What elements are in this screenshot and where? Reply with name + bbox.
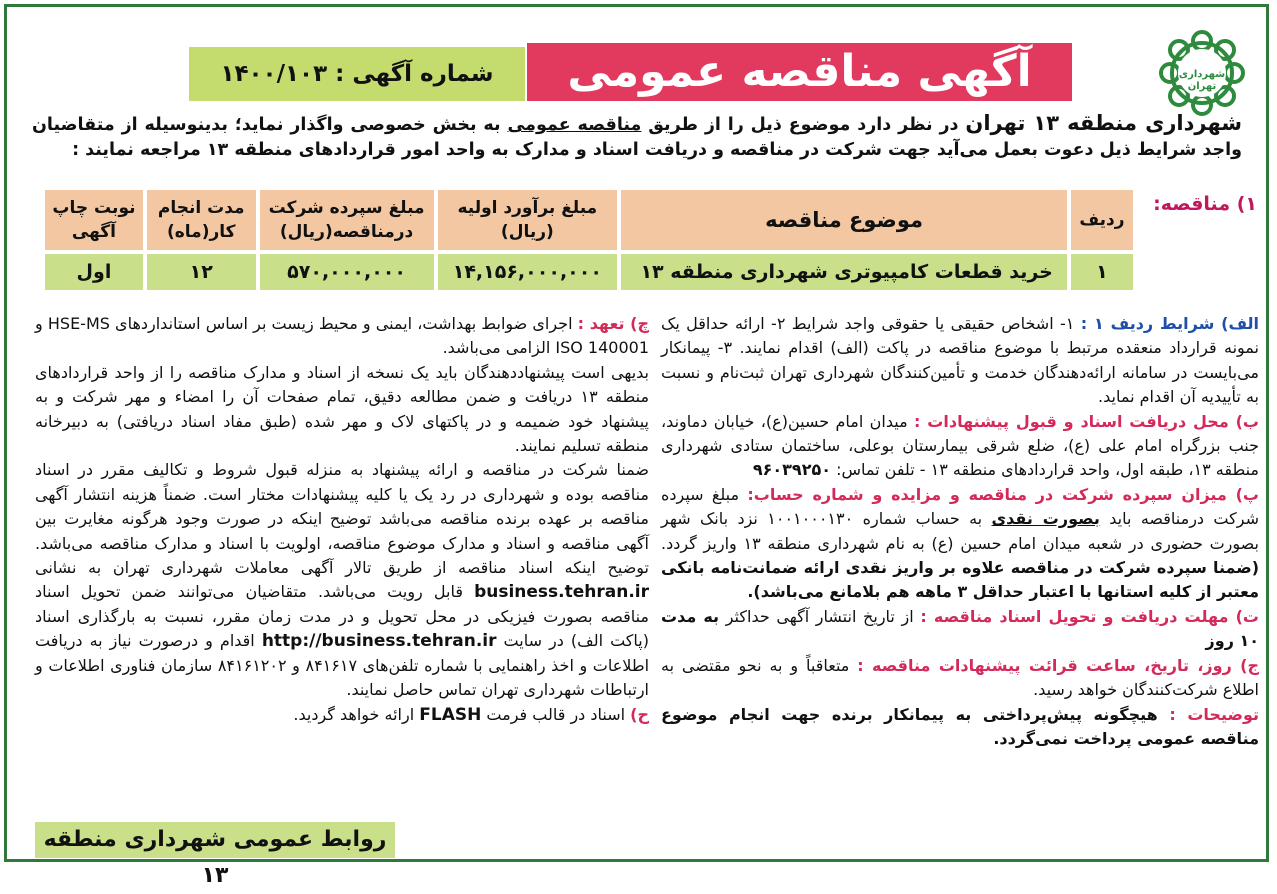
footer-underline: [35, 859, 395, 862]
table-header-row: [45, 190, 1133, 250]
left-column: [35, 312, 649, 727]
notice-page: [4, 4, 1269, 888]
flash-format: FLASH: [419, 704, 482, 725]
header-subject: موضوع مناقصه: [621, 190, 1067, 250]
clause-che: [35, 312, 649, 361]
business-portal-link[interactable]: business.tehran.ir: [474, 582, 649, 603]
clause-be-text: میدان امام حسین(ع)، خیابان دماوند، جنب بزرگراه امام علی (ع)، ضلع شرقی بیمارستان بوعلی، ساختمان ستادی شهرداری منطقه ۱۳، طبقه اول، واحد قراردادهای منطقه ۱۳ - تلفن تماس:: [661, 411, 1259, 480]
cell-print-round: اول: [45, 254, 143, 290]
clause-te-heading: ت) مهلت دریافت و تحویل اسناد مناقصه :: [920, 606, 1260, 626]
clause-he-text-a: اسناد در قالب فرمت: [481, 704, 631, 724]
clause-te-text: از تاریخ انتشار آگهی حداکثر: [719, 606, 921, 626]
clause-alef: [661, 312, 1259, 410]
cell-subject: خرید قطعات کامپیوتری شهرداری منطقه ۱۳: [621, 254, 1067, 290]
clause-se-heading: ج) روز، تاریخ، ساعت قرائت پیشنهادات مناقصه :: [857, 655, 1260, 675]
notes-heading: توضیحات :: [1169, 704, 1259, 724]
business-portal-url-link[interactable]: http://business.tehran.ir: [261, 631, 497, 652]
intro-text-a: در نظر دارد موضوع ذیل را از طریق: [641, 115, 966, 135]
submission-paragraph: بدیهی است پیشنهاددهندگان باید یک نسخه از اسناد و مدارک مناقصه را از واحد قراردادهای منطقه ۱۳ دریافت و ضمن مطالعه دقیق، تمام صفحات آن را امضاء و مهر شرکت و به پیشنهاد خود ضمیمه و در پاکتهای لاک و مهر شده (طبق مفاد اسناد دریافتی) به دبیرخانه منطقه تسلیم نمایند.: [35, 362, 650, 456]
clause-te: [661, 605, 1259, 654]
tender-method: مناقصه عمومی: [507, 115, 642, 135]
tehran-municipality-logo: [1156, 27, 1248, 119]
conditions-paragraph: [35, 458, 649, 702]
guarantee-note: (ضمنا سپرده شرکت در مناقصه علاوه بر واریز نقدی ارائه ضمانت‌نامه بانکی معتبر از کلیه استانها با اعتبار حداقل ۳ ماهه هم بلامانع می‌باشد).: [661, 558, 1259, 602]
notes: [661, 703, 1259, 752]
conditions-text: ضمنا شرکت در مناقصه و ارائه پیشنهاد به منزله قبول شروط و تکالیف مقرر در اسناد مناقصه بوده و شهرداری در رد یک یا کلیه پیشنهادات مختار است. ضمناً هزینه انتشار آگهی مناقصه بر عهده برنده مناقصه می‌باشد توضیح اینکه در صورت وجود هرگونه مغایرت بین آگهی مناقصه و اسناد و مدارک موضوع مناقصه، اولویت با اسناد و مدارک مناقصه می‌باشد. توضیح اینکه اسناد مناقصه از طریق تالار آگهی معاملات شهرداری تهران به نشانی: [35, 460, 649, 578]
intro-text-b: به بخش خصوصی واگذار نماید؛ بدینوسیله از متقاضیان واجد شرایط ذیل دعوت بعمل می‌آید جهت شرکت در مناقصه و دریافت اسناد و مدارک به واحد امور قراردادهای منطقه ۱۳ مراجعه نمایند :: [32, 115, 1242, 160]
upload-text-b: اقدام و درصورت نیاز به دریافت اطلاعات و اخذ راهنمایی با شماره تلفن‌های ۸۴۱۶۱۷ و ۸۴۱۶۱۲۰۲ سازمان فناوری اطلاعات و ارتباطات شهرداری تهران تماس حاصل نمایند.: [35, 631, 650, 700]
clause-pe-text-b: به حساب شماره ۱۰۰۱۰۰۰۱۳۰ نزد بانک شهر بصورت حضوری در شعبه میدان امام حسین (ع) به نام شهرداری منطقه ۱۳ واریز گردد.: [661, 509, 1259, 553]
cell-duration: ۱۲: [147, 254, 256, 290]
clause-alef-text: ۱- اشخاص حقیقی یا حقوقی واجد شرایط ۲- ارائه حداقل یک نمونه قرارداد منعقده مرتبط با موضوع مناقصه در پاکت (الف) اقدام نمایند. ۳- پیمانکار می‌بایست در سامانه ارائه‌دهندگان خدمت و تأمین‌کنندگان شهرداری تهران ثبت‌نام و نسبت به تأییدیه آن اقدام نماید.: [661, 314, 1260, 407]
notice-title: آگهی مناقصه عمومی: [527, 43, 1072, 101]
clause-he-text-b: ارائه خواهد گردید.: [293, 704, 420, 724]
svg-text:تهران: تهران: [1187, 81, 1217, 92]
organization-name: شهرداری منطقه ۱۳ تهران: [965, 111, 1242, 135]
clause-alef-heading: الف) شرایط ردیف ۱ :: [1080, 314, 1260, 333]
clause-he: [35, 703, 649, 727]
right-column: [661, 312, 1259, 751]
clause-pe-heading: پ) میزان سپرده شرکت در مناقصه و مزایده و شماره حساب:: [747, 484, 1260, 504]
header-estimate: مبلغ برآورد اولیه (ریال): [438, 190, 618, 250]
cell-estimate: ۱۴,۱۵۶,۰۰۰,۰۰۰: [438, 254, 618, 290]
intro-paragraph: [32, 111, 1242, 163]
clause-pe: [661, 483, 1259, 605]
cell-deposit: ۵۷۰,۰۰۰,۰۰۰: [260, 254, 434, 290]
contact-phone: ۹۶۰۳۹۲۵۰: [752, 460, 831, 480]
clause-che-heading: چ) تعهد :: [577, 314, 650, 333]
cash-deposit-note: بصورت نقدی: [991, 509, 1100, 529]
clause-be-heading: ب) محل دریافت اسناد و قبول پیشنهادات :: [914, 411, 1259, 431]
clause-he-heading: ح): [630, 704, 649, 724]
clause-se: [661, 654, 1259, 703]
clause-se-text: متعاقباً و به نحو مقتضی به اطلاع شرکت‌کنندگان خواهد رسید.: [661, 655, 1259, 700]
public-relations-footer: روابط عمومی شهرداری منطقه ۱۳: [35, 822, 395, 858]
clause-pe-text-a: مبلغ سپرده شرکت درمناقصه باید: [661, 484, 1259, 529]
clause-be: [661, 410, 1259, 483]
header-row-number: ردیف: [1071, 190, 1133, 250]
deadline-days: به مدت ۱۰ روز: [661, 606, 1259, 651]
tender-table: [41, 186, 1137, 294]
upload-text-a: قابل رویت می‌باشد. متقاضیان می‌توانند ضمن تحویل اسناد مناقصه بصورت فیزیکی در محل تحویل و در مدت زمان مقرر، نسبت به بارگذاری اسناد (پاکت الف) در سایت: [35, 582, 649, 651]
header-duration: مدت انجام کار(ماه): [147, 190, 256, 250]
clause-che-text: اجرای ضوابط بهداشت، ایمنی و محیط زیست بر اساس استانداردهای HSE-MS و ISO 140001 الزامی می‌باشد.: [35, 314, 649, 358]
notes-text: هیچگونه پیش‌پرداختی به پیمانکار برنده جهت انجام موضوع مناقصه عمومی پرداخت نمی‌گردد.: [661, 704, 1259, 748]
header-print-round: نوبت چاپ آگهی: [45, 190, 143, 250]
tender-section-label: ۱) مناقصه:: [1153, 193, 1257, 215]
table-row: [45, 254, 1133, 290]
svg-text:شهرداری: شهرداری: [1178, 69, 1226, 80]
cell-row-number: ۱: [1071, 254, 1133, 290]
notice-number: شماره آگهی : ۱۴۰۰/۱۰۳: [189, 47, 525, 101]
header-deposit: مبلغ سپرده شرکت درمناقصه(ریال): [260, 190, 434, 250]
